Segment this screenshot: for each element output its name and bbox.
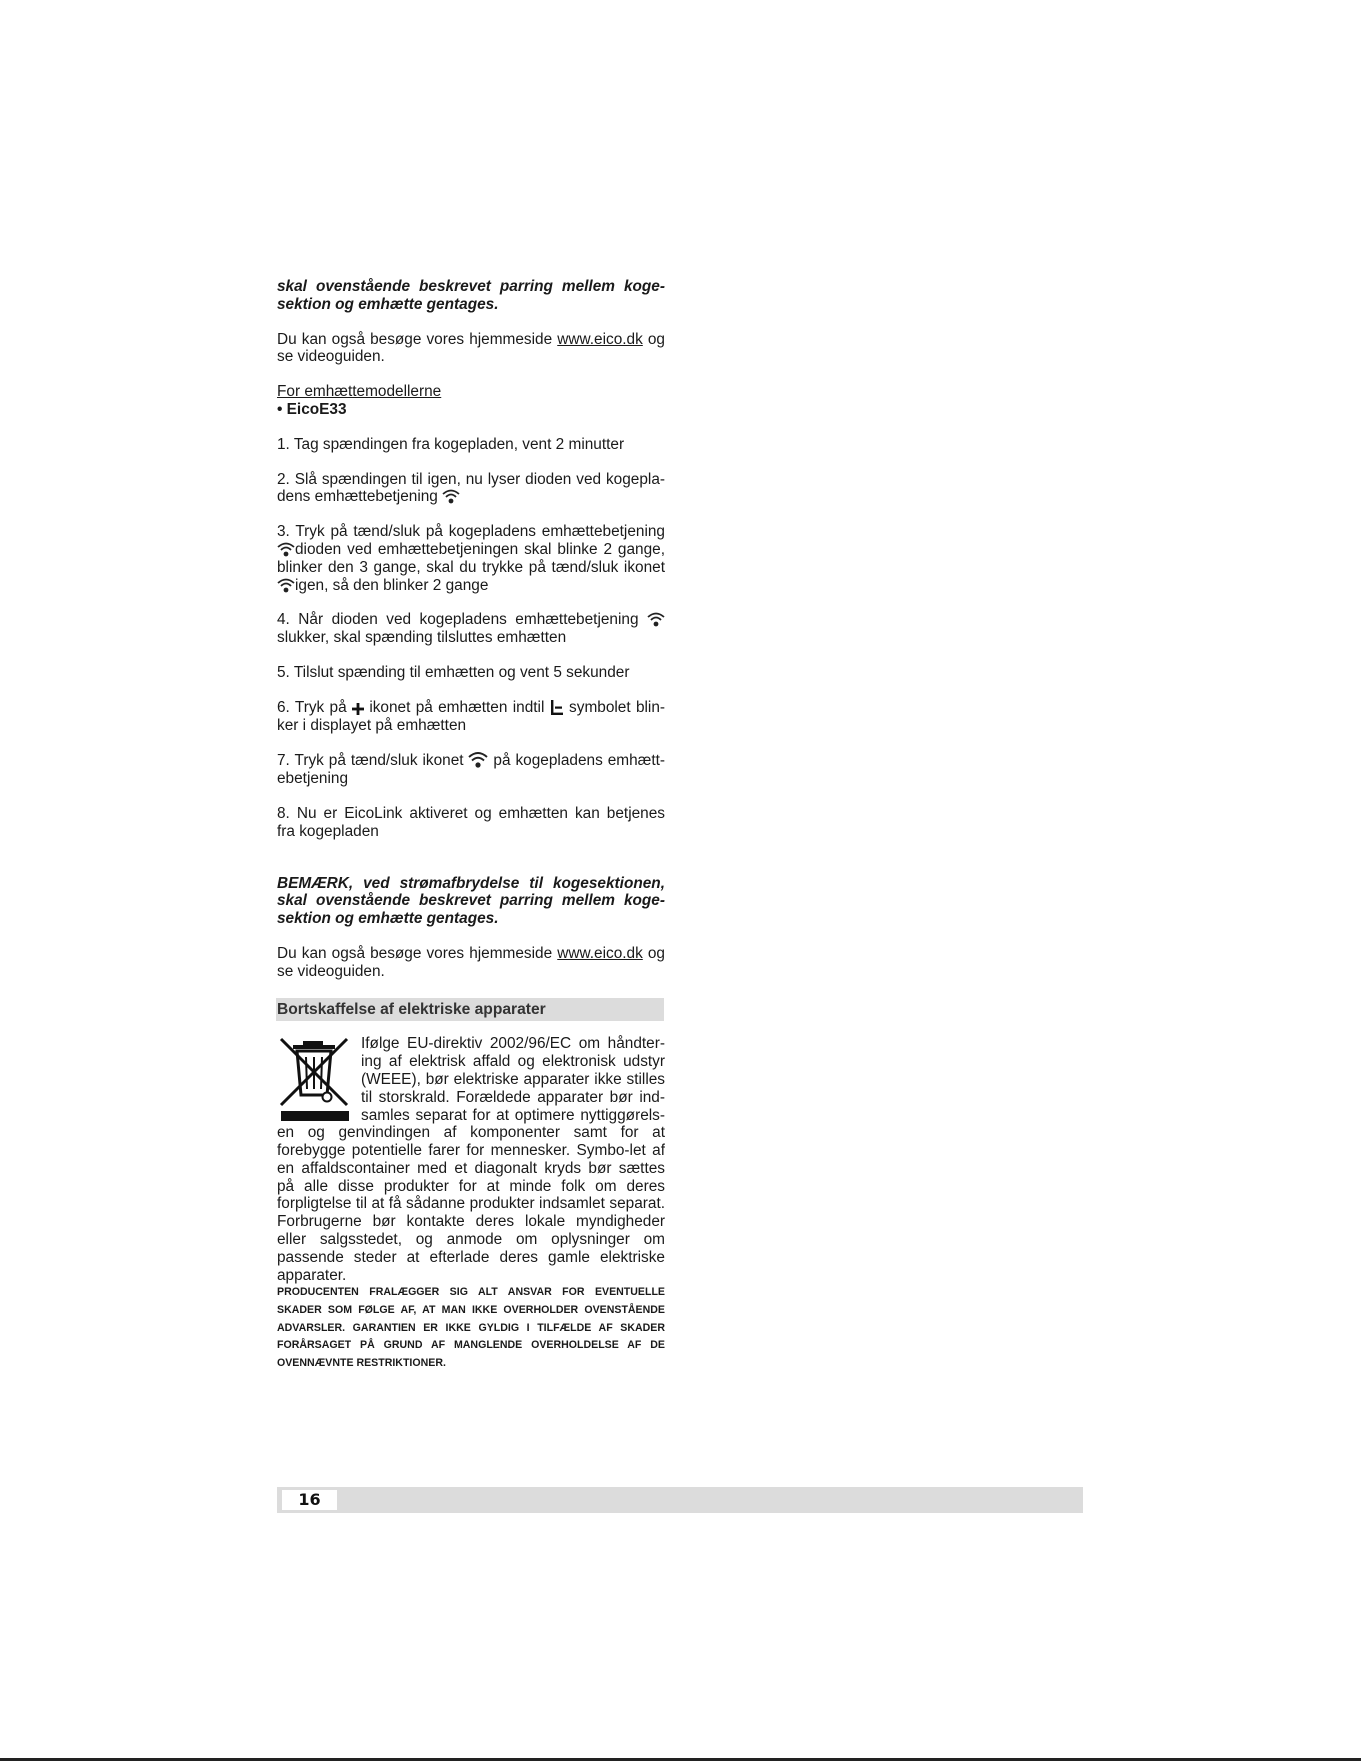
website-link-2[interactable]: www.eico.dk [557,944,643,962]
disposal-section [277,1035,665,1284]
wifi-icon [277,541,295,557]
wifi-icon [277,577,295,593]
disposal-heading: Bortskaffelse af elektriske apparater [276,998,664,1022]
step-8: 8. Nu er EicoLink aktiveret og emhætten kan betjenes fra kogepladen [277,804,665,840]
page-number: 16 [282,1490,337,1510]
pairing-repeat-note: skal ovenstående beskrevet parring mellem koge-sektion og emhætte gentages. [277,278,665,313]
hood-link-symbol-icon [550,700,564,715]
step-3: 3. Tryk på tænd/sluk på kogepladens emhættebetjening dioden ved emhættebetjeningen skal blinke 2 gange, blinker den 3 gange, skal du trykke på tænd/sluk ikonet igen, så den blinker 2 gange [277,523,665,594]
step-1: 1. Tag spændingen fra kogepladen, vent 2 minutter [277,435,625,453]
step-7: 7. Tryk på tænd/sluk ikonet på kogepladens emhætt-ebetjening [277,752,665,788]
wifi-icon [468,751,488,768]
website-note-2: Du kan også besøge vores hjemmeside www.eico.dk og se videoguiden. [277,944,665,980]
power-failure-note: BEMÆRK, ved strømafbrydelse til kogesektionen, skal ovenstående beskrevet parring mellem koge-sektion og emhætte gentages. [277,874,665,928]
manual-text-column [277,278,665,1389]
step-4: 4. Når dioden ved kogepladens emhættebetjening slukker, skal spænding tilsluttes emhætten [277,611,665,647]
website-link[interactable]: www.eico.dk [557,330,643,348]
step-6: 6. Tryk på ikonet på emhætten indtil symbolet blin-ker i displayet på emhætten [277,698,666,734]
models-section [277,383,665,419]
weee-text: Ifølge EU-direktiv 2002/96/EC om håndter-ing af elektrisk affald og elektronisk udstyr (WEEE), bør elektriske apparater ikke stilles til storskrald. Forældede apparater bør ind-samles separat for at optimere nyttiggørels-en og genvindingen af komponenter samt for at forebygge potentielle farer for mennesker. Symbo-let af en affaldscontainer med et diagonalt kryds bør sættes på alle disse produkter for at minde folk om deres forpligtelse til at få sådanne produkter indsamlet separat. Forbrugerne bør kontakte deres lokale myndigheder eller salgsstedet, og anmode om oplysninger om passende steder at efterlade deres gamle elektriske apparater. [277,1035,665,1284]
wifi-icon [442,488,460,504]
wifi-icon [647,611,665,627]
model-name: • EicoE33 [277,400,347,418]
crossed-out-bin-icon [279,1037,351,1121]
liability-disclaimer: PRODUCENTEN FRALÆGGER SIG ALT ANSVAR FOR EVENTUELLE SKADER SOM FØLGE AF, AT MAN IKKE OVERHOLDER OVENSTÅENDE ADVARSLER. GARANTIEN ER IKKE GYLDIG I TILFÆLDE AF SKADER FORÅRSAGET PÅ GRUND AF MANGLENDE OVERHOLDELSE AF DE OVENNÆVNTE RESTRIKTIONER. [277,1286,665,1369]
models-heading: For emhættemodellerne [277,383,442,401]
website-note: Du kan også besøge vores hjemmeside www.eico.dk og se videoguiden. [277,330,665,366]
step-5: 5. Tilslut spænding til emhætten og vent 5 sekunder [277,663,630,681]
plus-icon [352,703,364,715]
step-2: 2. Slå spændingen til igen, nu lyser dioden ved kogepla-dens emhættebetjening [277,470,665,506]
page-footer [277,1487,1083,1513]
